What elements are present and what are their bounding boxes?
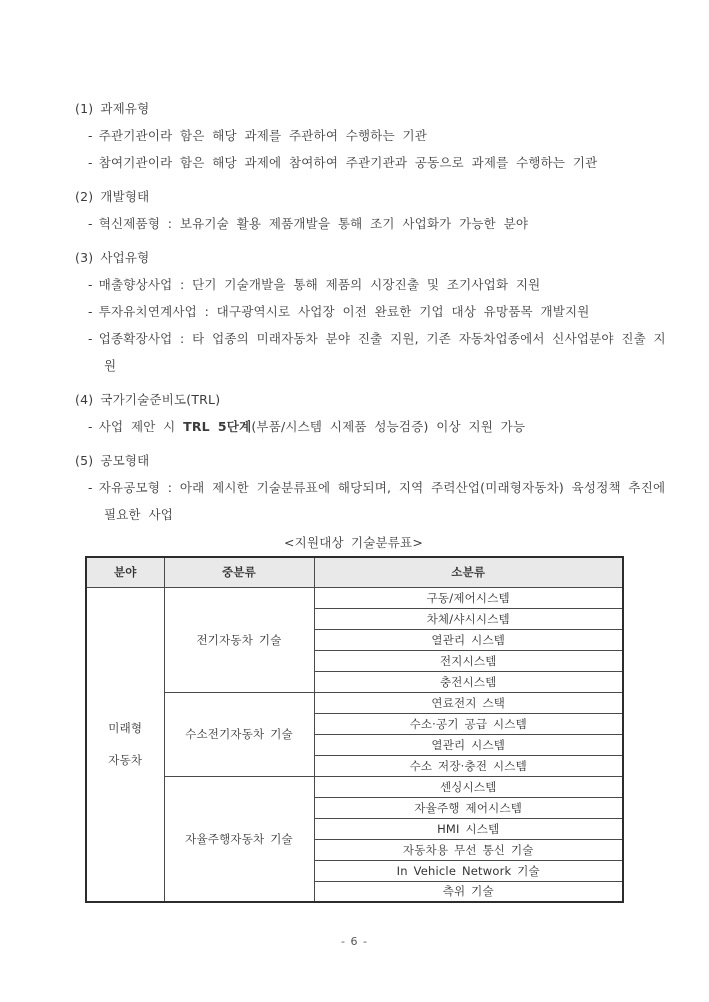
page-number: - 6 - — [341, 935, 368, 948]
sub-category-cell: 전지시스템 — [314, 650, 623, 671]
tech-classification-table — [85, 556, 624, 903]
bullet-text: 혁신제품형 : 보유기술 활용 제품개발을 통해 조기 사업화가 가능한 분야 — [98, 216, 529, 231]
sub-category-cell: 측위 기술 — [314, 881, 623, 902]
sub-category-cell: 차체/샤시시스템 — [314, 608, 623, 629]
bullet-item — [88, 271, 667, 298]
sub-category-cell: 열관리 시스템 — [314, 734, 623, 755]
sub-category-cell: In Vehicle Network 기술 — [314, 860, 623, 881]
bullet-item — [88, 474, 667, 528]
bullet-text: 주관기관이라 함은 해당 과제를 주관하여 수행하는 기관 — [98, 128, 428, 143]
category-line-1: 미래형 — [108, 721, 143, 736]
sub-category-cell: 수소·공기 공급 시스템 — [314, 713, 623, 734]
section-title-text: 개발형태 — [100, 189, 150, 204]
bullet-dash: - — [88, 419, 93, 434]
sub-category-cell: 센싱시스템 — [314, 776, 623, 797]
table-row — [86, 776, 623, 797]
bullet-item — [88, 298, 667, 325]
sub-category-cell: 충전시스템 — [314, 671, 623, 692]
bullet-dash: - — [88, 304, 93, 319]
table-caption: <지원대상 기술분류표> — [284, 535, 423, 550]
bullet-dash: - — [88, 128, 93, 143]
section-number: (1) — [75, 101, 94, 116]
bullet-item — [88, 122, 667, 149]
bullet-dash: - — [88, 331, 93, 346]
sub-category-cell: 자율주행 제어시스템 — [314, 797, 623, 818]
section-heading-2 — [75, 183, 667, 210]
section-title-text: 사업유형 — [100, 250, 150, 265]
section-number: (2) — [75, 189, 94, 204]
mid-category-cell: 수소전기자동차 기술 — [164, 692, 314, 776]
bullet-text: 참여기관이라 함은 해당 과제에 참여하여 주관기관과 공동으로 과제를 수행하는 기관 — [98, 155, 598, 170]
section-heading-4 — [75, 386, 667, 413]
section-heading-5 — [75, 447, 667, 474]
bullet-item — [88, 149, 667, 176]
bullet-text: 투자유치연계사업 : 대구광역시로 사업장 이전 완료한 기업 대상 유망품목 개발지원 — [98, 304, 590, 319]
bullet-dash: - — [88, 277, 93, 292]
section-title-text: 과제유형 — [100, 101, 150, 116]
section-items-3 — [88, 271, 667, 379]
bullet-dash: - — [88, 216, 93, 231]
bullet-text-emphasis: TRL 5단계 — [183, 419, 252, 434]
column-header-category: 분야 — [86, 557, 164, 587]
table-header-row — [86, 557, 623, 587]
column-header-mid: 중분류 — [164, 557, 314, 587]
bullet-text-post: (부품/시스템 시제품 성능검증) 이상 지원 가능 — [251, 419, 526, 434]
category-line-2: 자동차 — [108, 753, 143, 768]
section-number: (4) — [75, 392, 94, 407]
bullet-dash: - — [88, 155, 93, 170]
bullet-item — [88, 413, 667, 440]
sub-category-cell: 자동차용 무선 통신 기술 — [314, 839, 623, 860]
category-cell — [86, 587, 164, 902]
mid-category-cell: 자율주행자동차 기술 — [164, 776, 314, 902]
column-header-sub: 소분류 — [314, 557, 623, 587]
section-heading-3 — [75, 244, 667, 271]
section-items-4 — [88, 413, 667, 440]
bullet-text-pre: 사업 제안 시 — [98, 419, 184, 434]
section-items-2 — [88, 210, 667, 237]
table-row — [86, 692, 623, 713]
bullet-text: 업종확장사업 : 타 업종의 미래자동차 분야 진출 지원, 기존 자동차업종에서 신사업분야 진출 지원 — [98, 331, 666, 373]
sub-category-cell: 구동/제어시스템 — [314, 587, 623, 608]
section-number: (5) — [75, 453, 94, 468]
bullet-dash: - — [88, 480, 93, 495]
sub-category-cell: 수소 저장·충전 시스템 — [314, 755, 623, 776]
bullet-item — [88, 210, 667, 237]
bullet-item — [88, 325, 667, 379]
table-row — [86, 587, 623, 608]
section-heading-1 — [75, 95, 667, 122]
section-items-1 — [88, 122, 667, 176]
section-title-text: 국가기술준비도(TRL) — [100, 392, 221, 407]
bullet-text: 매출향상사업 : 단기 기술개발을 통해 제품의 시장진출 및 조기사업화 지원 — [98, 277, 541, 292]
bullet-text: 자유공모형 : 아래 제시한 기술분류표에 해당되며, 지역 주력산업(미래형자동차) 육성정책 추진에 필요한 사업 — [98, 480, 666, 522]
sub-category-cell: 연료전지 스택 — [314, 692, 623, 713]
sub-category-cell: HMI 시스템 — [314, 818, 623, 839]
section-items-5 — [88, 474, 667, 528]
section-number: (3) — [75, 250, 94, 265]
mid-category-cell: 전기자동차 기술 — [164, 587, 314, 692]
sub-category-cell: 열관리 시스템 — [314, 629, 623, 650]
document-content — [75, 88, 667, 903]
section-title-text: 공모형태 — [100, 453, 150, 468]
